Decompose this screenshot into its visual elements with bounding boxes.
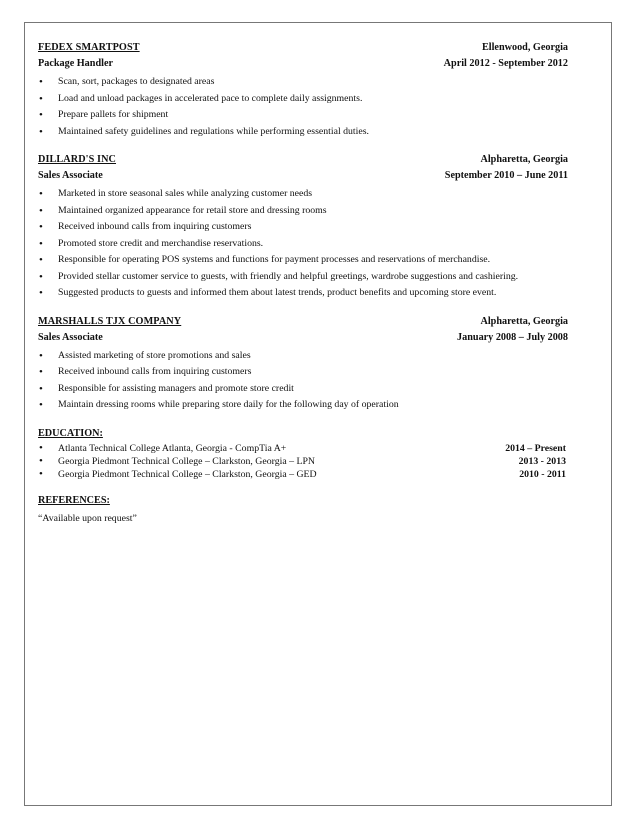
job-bullets [38, 348, 568, 414]
job-subheader [38, 58, 568, 74]
education-dates: 2014 – Present [505, 442, 566, 454]
job-bullet: • Scan, sort, packages to designated areas [38, 74, 568, 91]
job-marshalls [38, 316, 568, 414]
job-bullet: • Provided stellar customer service to guests, with friendly and helpful greetings, wardrobe suggestions and cashiering. [38, 269, 568, 286]
references-heading: REFERENCES: [38, 494, 110, 506]
education-heading: EDUCATION: [38, 427, 103, 439]
company-name: MARSHALLS TJX COMPANY [38, 315, 182, 327]
job-bullet: • Maintained organized appearance for retail store and dressing rooms [38, 203, 568, 220]
education-text: • Georgia Piedmont Technical College – Clarkston, Georgia – LPN [58, 455, 315, 467]
job-subheader [38, 170, 568, 186]
job-bullet: • Maintained safety guidelines and regulations while performing essential duties. [38, 124, 568, 141]
job-subheader [38, 332, 568, 348]
job-header [38, 42, 568, 58]
job-title: Sales Associate [38, 331, 103, 343]
education-item [38, 442, 568, 455]
job-header [38, 154, 568, 170]
job-location: Alpharetta, Georgia [480, 315, 568, 327]
resume-content [38, 42, 568, 525]
references-text: “Available upon request” [38, 512, 137, 524]
job-bullet: • Promoted store credit and merchandise reservations. [38, 236, 568, 253]
job-dates: April 2012 - September 2012 [443, 58, 568, 69]
company-name: DILLARD'S INC [38, 154, 117, 165]
job-dates: September 2010 – June 2011 [444, 170, 568, 181]
job-bullets [38, 74, 568, 140]
job-bullet: • Responsible for assisting managers and promote store credit [38, 381, 568, 398]
job-bullet: • Prepare pallets for shipment [38, 107, 568, 124]
job-title: Package Handler [38, 58, 113, 69]
job-bullets [38, 186, 568, 302]
education-section [38, 428, 568, 481]
job-bullet: • Load and unload packages in accelerated pace to complete daily assignments. [38, 91, 568, 108]
job-bullet: • Received inbound calls from inquiring customers [38, 364, 568, 381]
job-bullet: • Received inbound calls from inquiring customers [38, 219, 568, 236]
job-header [38, 316, 568, 332]
education-text: • Atlanta Technical College Atlanta, Georgia - CompTia A+ [58, 442, 287, 454]
job-location: Ellenwood, Georgia [481, 42, 568, 53]
company-name: FEDEX SMARTPOST [38, 42, 140, 53]
education-item [38, 455, 568, 468]
job-bullet: • Suggested products to guests and informed them about latest trends, product benefits and upcoming store event. [38, 285, 568, 302]
job-fedex [38, 42, 568, 140]
job-bullet: • Maintain dressing rooms while preparing store daily for the following day of operation [38, 397, 568, 414]
education-list [38, 442, 568, 481]
job-bullet: • Responsible for operating POS systems and functions for payment processes and reservations of merchandise. [38, 252, 568, 269]
education-text: • Georgia Piedmont Technical College – Clarkston, Georgia – GED [58, 468, 317, 480]
education-dates: 2010 - 2011 [519, 468, 566, 480]
job-bullet: • Marketed in store seasonal sales while analyzing customer needs [38, 186, 568, 203]
education-item [38, 468, 568, 481]
references-section [38, 495, 568, 525]
education-dates: 2013 - 2013 [518, 455, 566, 467]
job-bullet: • Assisted marketing of store promotions and sales [38, 348, 568, 365]
job-dillards [38, 154, 568, 302]
job-dates: January 2008 – July 2008 [457, 331, 568, 343]
job-title: Sales Associate [38, 170, 103, 181]
job-location: Alpharetta, Georgia [480, 154, 568, 165]
